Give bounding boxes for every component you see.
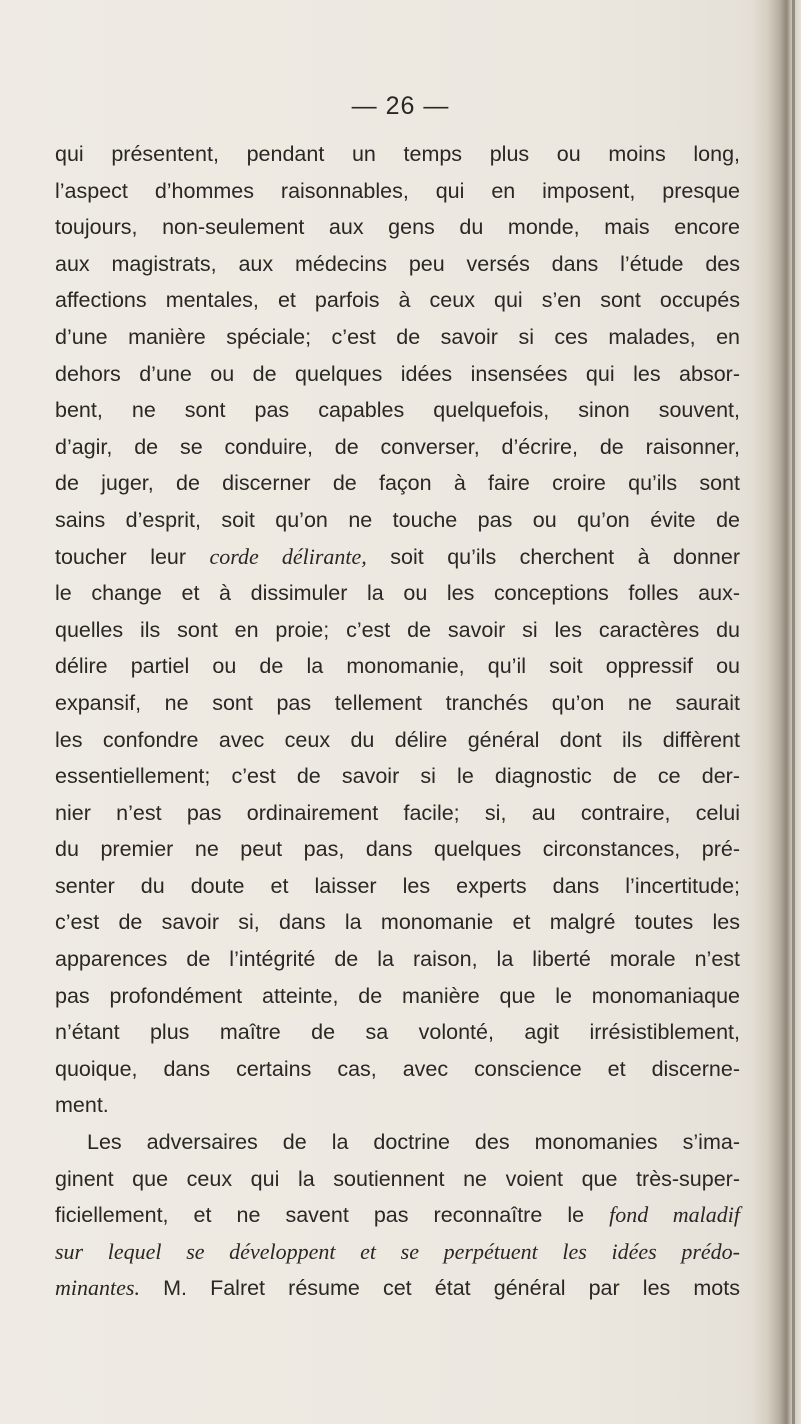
text-line: dehors d’une ou de quelques idées insensées qui les absor- (55, 361, 740, 386)
page-edge (792, 0, 795, 1424)
italic-phrase: fond maladif (609, 1202, 740, 1228)
text-line: pas profondément atteinte, de manière que le monomaniaque (55, 983, 740, 1008)
page-number: — 26 — (351, 92, 450, 120)
text-line: quelles ils sont en proie; c’est de savoir si les caractères du (55, 617, 740, 642)
text-line: les confondre avec ceux du délire général dont ils diffèrent (55, 727, 740, 752)
text-line (55, 1197, 740, 1234)
text-line: n’étant plus maître de sa volonté, agit irrésistiblement, (55, 1020, 740, 1045)
text-line: le change et à dissimuler la ou les conceptions folles aux- (55, 581, 740, 606)
text-line: toujours, non-seulement aux gens du monde, mais encore (55, 215, 740, 240)
text-line: essentiellement; c’est de savoir si le diagnostic de ce der- (55, 764, 740, 789)
text-line: délire partiel ou de la monomanie, qu’il soit oppressif ou (55, 654, 740, 679)
text-line: apparences de l’intégrité de la raison, la liberté morale n’est (55, 947, 740, 972)
text-line: c’est de savoir si, dans la monomanie et malgré toutes les (55, 910, 740, 935)
text-segment: ficiellement, et ne savent pas reconnaître le (55, 1203, 610, 1228)
text-line (55, 1234, 740, 1271)
text-line (55, 539, 740, 576)
text-line (55, 1270, 740, 1307)
text-line: l’aspect d’hommes raisonnables, qui en imposent, presque (55, 178, 740, 203)
body-text (55, 136, 740, 1307)
text-line: affections mentales, et parfois à ceux qui s’en sont occupés (55, 288, 740, 313)
text-line: d’une manière spéciale; c’est de savoir si ces malades, en (55, 324, 740, 349)
text-segment: soit qu’ils cherchent à donner (366, 544, 740, 569)
text-line: qui présentent, pendant un temps plus ou moins long, (55, 142, 740, 166)
italic-phrase: corde délirante, (209, 543, 367, 569)
text-line: de juger, de discerner de façon à faire croire qu’ils sont (55, 471, 740, 496)
text-line: senter du doute et laisser les experts dans l’incertitude; (55, 873, 740, 898)
text-segment: M. Falret résume cet état général par les mots (139, 1276, 740, 1301)
italic-phrase: sur lequel se développent et se perpétuent les idées prédo- (55, 1238, 740, 1264)
italic-phrase: minantes. (55, 1275, 140, 1301)
text-line: quoique, dans certains cas, avec conscience et discerne- (55, 1056, 740, 1081)
text-line: aux magistrats, aux médecins peu versés dans l’étude des (55, 251, 740, 276)
text-line: ginent que ceux qui la soutiennent ne voient que très-super- (55, 1166, 740, 1191)
text-line: du premier ne peut pas, dans quelques circonstances, pré- (55, 837, 740, 862)
text-line: sains d’esprit, soit qu’on ne touche pas ou qu’on évite de (55, 507, 740, 532)
text-line: ment. (55, 1093, 109, 1118)
text-line: bent, ne sont pas capables quelquefois, sinon souvent, (55, 398, 740, 423)
text-segment: toucher leur (55, 544, 210, 569)
text-line: nier n’est pas ordinairement facile; si, au contraire, celui (55, 800, 740, 825)
text-line: expansif, ne sont pas tellement tranchés qu’on ne saurait (55, 690, 740, 715)
paragraph-start-line: Les adversaires de la doctrine des monomanies s’ima- (87, 1130, 740, 1155)
text-line: d’agir, de se conduire, de converser, d’écrire, de raisonner, (55, 434, 740, 459)
